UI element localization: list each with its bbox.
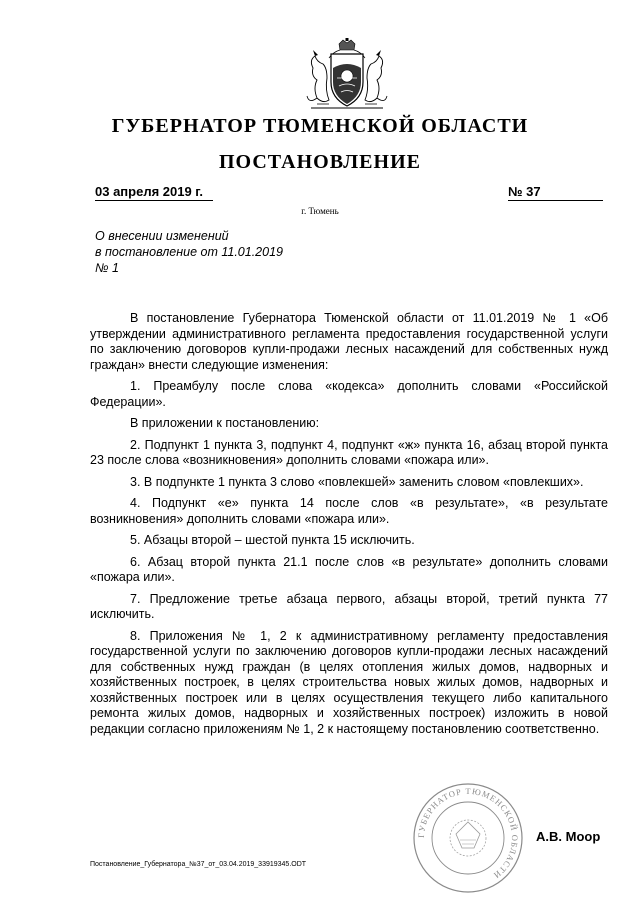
official-seal-stamp <box>412 782 524 894</box>
city-label: г. Тюмень <box>301 206 339 216</box>
subject-line: № 1 <box>95 261 119 275</box>
body-paragraph: 1. Преамбулу после слова «кодекса» дополнить словами «Российской Федерации». <box>90 379 608 409</box>
issuer-title: ГУБЕРНАТОР ТЮМЕНСКОЙ ОБЛАСТИ <box>111 115 529 137</box>
body-paragraph: В приложении к постановлению: <box>130 416 320 430</box>
document-type-title: ПОСТАНОВЛЕНИЕ <box>219 151 421 173</box>
document-date: 03 апреля 2019 г. <box>95 184 204 199</box>
body-paragraph: 5. Абзацы второй – шестой пункта 15 исключить. <box>130 533 415 547</box>
number-underline <box>508 200 603 201</box>
signatory-name: А.В. Моор <box>536 829 601 844</box>
body-paragraph: 3. В подпункте 1 пункта 3 слово «повлекшей» заменить словом «повлекших». <box>130 474 584 489</box>
date-underline <box>95 200 213 201</box>
seal-text: ГУБЕРНАТОР ТЮМЕНСКОЙ ОБЛАСТИ <box>415 785 521 881</box>
subject-block <box>95 228 283 276</box>
file-footer: Постановление_Губернатора_№37_от_03.04.2019_33919345.ODT <box>90 861 307 868</box>
svg-text:ГУБЕРНАТОР ТЮМЕНСКОЙ ОБЛАСТИ <box>416 786 520 881</box>
document-number: № 37 <box>508 184 541 199</box>
body-paragraph: В постановление Губернатора Тюменской области от 11.01.2019 № 1 «Об утверждении административного регламента предоставления государственной услуги по заключению договоров купли-продажи лесных насаждений для собственных нужд граждан» внести следующие изменения: <box>90 311 608 372</box>
subject-line: О внесении изменений <box>95 229 229 243</box>
coat-of-arms-emblem <box>303 38 391 116</box>
subject-line: в постановление от 11.01.2019 <box>95 245 283 259</box>
body-paragraph: 8. Приложения № 1, 2 к административному регламенту предоставления государственной услуги по заключению договоров купли-продажи лесных насаждений для собственных нужд граждан (в целях отопления жилых домов, надворных и хозяйственных построек, в целях строительства новых жилых домов, надворных и хозяйственных построек или в целях осуществления текущего либо капитального ремонта жилых домов, надворных и хозяйственных построек) изложить в новой редакции согласно приложениям № 1, 2 к настоящему постановлению соответственно. <box>90 628 608 736</box>
body-paragraph: 4. Подпункт «е» пункта 14 после слов «в результате», «в результате возникновения» дополнить словами «пожара или». <box>90 496 608 526</box>
document-body <box>90 311 608 743</box>
body-paragraph: 7. Предложение третье абзаца первого, абзацы второй, третий пункта 77 исключить. <box>90 591 608 621</box>
body-paragraph: 6. Абзац второй пункта 21.1 после слов «в результате» дополнить словами «пожара или». <box>90 554 608 584</box>
body-paragraph: 2. Подпункт 1 пункта 3, подпункт 4, подпункт «ж» пункта 16, абзац второй пункта 23 после слова «возникновения» дополнить словами «пожара или». <box>90 437 608 467</box>
